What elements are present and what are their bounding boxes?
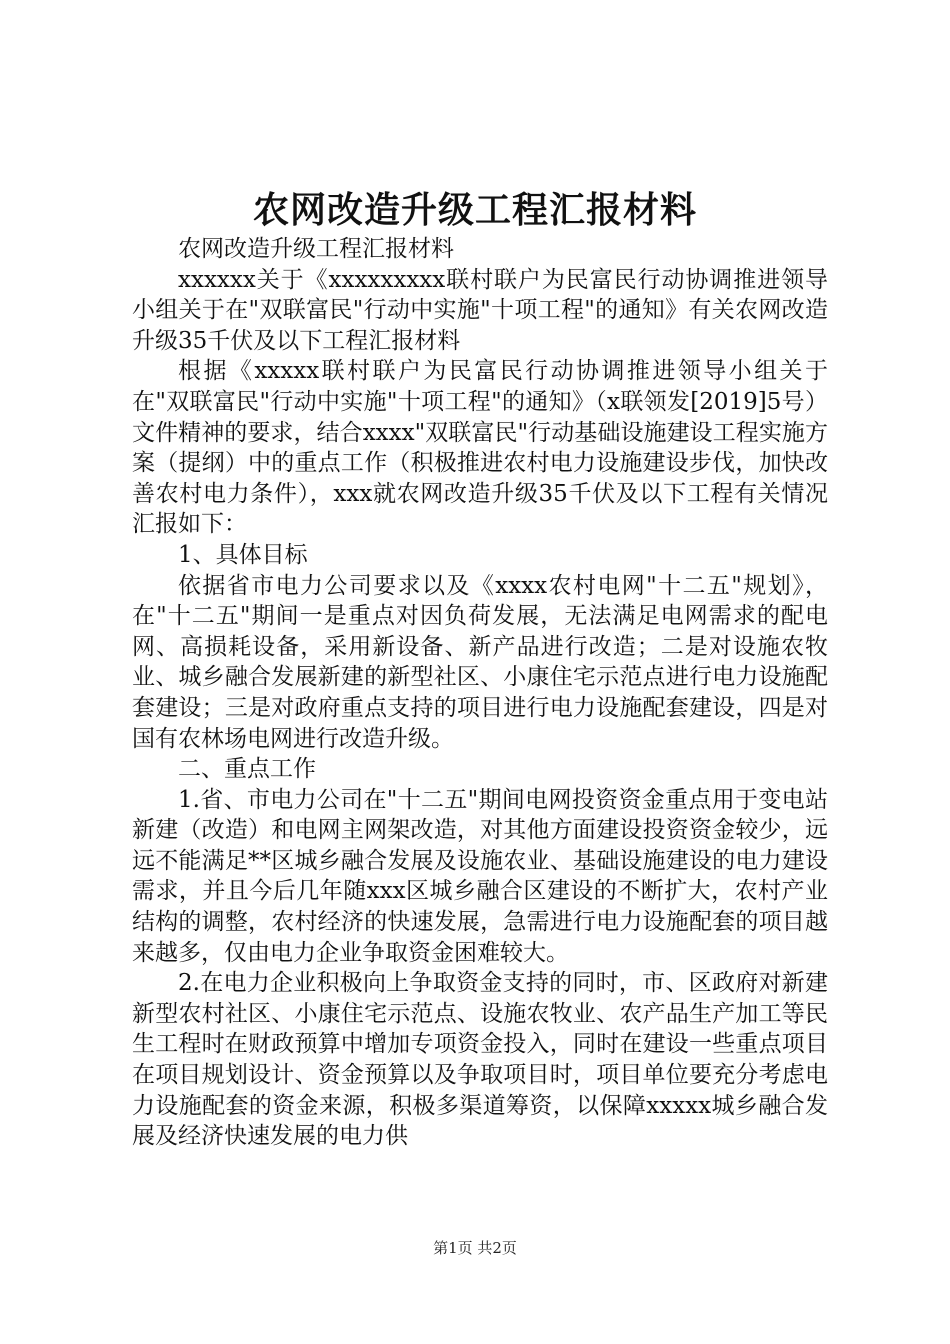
document-body	[132, 234, 828, 1152]
paragraph: 根据《xxxxx联村联户为民富民行动协调推进领导小组关于在"双联富民"行动中实施"十项工程"的通知》（x联领发[2019]5号）文件精神的要求，结合xxxx"双联富民"行动基础设施建设工程实施方案（提纲）中的重点工作（积极推进农村电力设施建设步伐，加快改善农村电力条件），xxx就农网改造升级35千伏及以下工程有关情况汇报如下：	[132, 358, 828, 538]
paragraph: 2.在电力企业积极向上争取资金支持的同时，市、区政府对新建新型农村社区、小康住宅示范点、设施农牧业、农产品生产加工等民生工程时在财政预算中增加专项资金投入，同时在建设一些重点项目在项目规划设计、资金预算以及争取项目时，项目单位要充分考虑电力设施配套的资金来源，积极多渠道筹资，以保障xxxxx城乡融合发展及经济快速发展的电力供	[132, 970, 828, 1150]
section-heading: 1、具体目标	[178, 541, 308, 568]
page-footer: 第1页 共2页	[433, 1239, 517, 1257]
paragraph: 依据省市电力公司要求以及《xxxx农村电网"十二五"规划》，在"十二五"期间一是重点对因负荷发展，无法满足电网需求的配电网、高损耗设备，采用新设备、新产品进行改造；二是对设施农牧业、城乡融合发展新建的新型社区、小康住宅示范点进行电力设施配套建设；三是对政府重点支持的项目进行电力设施配套建设，四是对国有农林场电网进行改造升级。	[132, 572, 828, 752]
section-heading: 二、重点工作	[178, 756, 316, 783]
paragraph: xxxxxx关于《xxxxxxxxx联村联户为民富民行动协调推进领导小组关于在"双联富民"行动中实施"十项工程"的通知》有关农网改造升级35千伏及以下工程汇报材料	[132, 266, 828, 354]
paragraph: 农网改造升级工程汇报材料	[178, 236, 454, 262]
document-title: 农网改造升级工程汇报材料	[252, 189, 697, 231]
paragraph: 1.省、市电力公司在"十二五"期间电网投资资金重点用于变电站新建（改造）和电网主网架改造，对其他方面建设投资资金较少，远远不能满足**区城乡融合发展及设施农业、基础设施建设的电力建设需求，并且今后几年随xxx区城乡融合区建设的不断扩大，农村产业结构的调整，农村经济的快速发展，急需进行电力设施配套的项目越来越多，仅由电力企业争取资金困难较大。	[132, 786, 828, 966]
